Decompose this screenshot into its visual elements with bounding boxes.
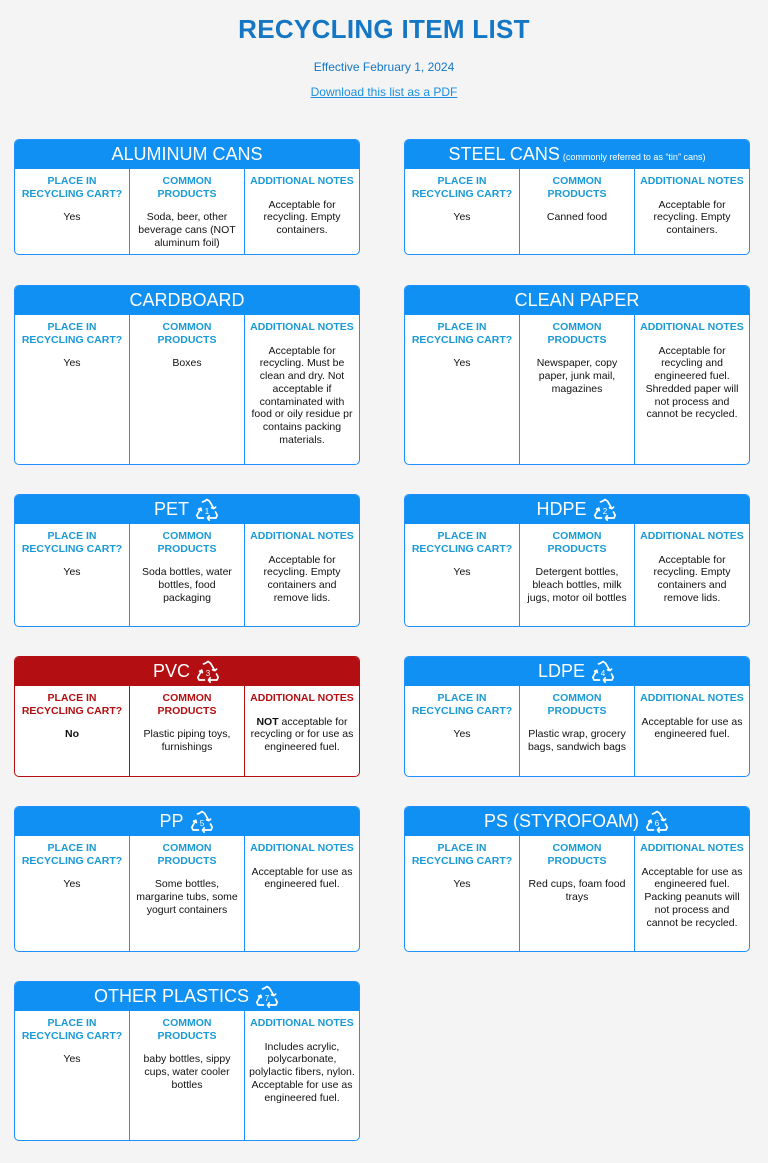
card-title: LDPE: [537, 661, 586, 681]
place-column: [15, 1011, 129, 1140]
products-value: Plastic wrap, grocery bags, sandwich bags: [527, 728, 627, 753]
place-column: [15, 315, 129, 464]
notes-value: Acceptable for recycling and engineered fuel. Shredded paper will not process and cannot be recycled.: [645, 344, 739, 421]
place-value: Yes: [63, 357, 81, 369]
column-header: COMMON PRODUCTS: [547, 692, 607, 717]
products-value: Soda bottles, water bottles, food packaging: [142, 566, 232, 604]
card-columns: [15, 836, 359, 951]
column-header: ADDITIONAL NOTES: [640, 530, 744, 542]
place-value: Yes: [63, 566, 81, 578]
place-column: [15, 524, 129, 626]
column-header: ADDITIONAL NOTES: [250, 175, 354, 187]
notes-value: Acceptable for use as engineered fuel. Packing peanuts will not process and cannot be recycled.: [641, 865, 743, 929]
recycle-resin-icon: [254, 985, 280, 1009]
notes-column: [244, 836, 359, 951]
card-title: PET: [153, 499, 189, 519]
place-value: Yes: [453, 566, 471, 578]
recycling-card: [14, 656, 360, 777]
column-header: PLACE IN RECYCLING CART?: [21, 692, 123, 717]
notes-column: [244, 686, 359, 776]
card-title: PS (STYROFOAM): [483, 811, 639, 831]
products-column: [519, 836, 634, 951]
card-title-bar: [15, 140, 359, 169]
card-subtitle: (commonly referred to as “tin” cans): [562, 152, 706, 162]
products-column: [129, 315, 244, 464]
recycling-card: [14, 981, 360, 1141]
card-title-bar: [15, 495, 359, 524]
column-header: COMMON PRODUCTS: [157, 692, 217, 717]
card-columns: [15, 524, 359, 626]
notes-column: [244, 315, 359, 464]
resin-code: 4: [600, 668, 606, 678]
notes-value: Acceptable for recycling. Empty containers.: [653, 198, 731, 237]
card-columns: [405, 315, 749, 464]
place-value: Yes: [453, 357, 471, 369]
notes-value: NOT acceptable for recycling or for use as engineered fuel.: [250, 715, 354, 754]
column-header: COMMON PRODUCTS: [157, 842, 217, 867]
notes-column: [244, 1011, 359, 1140]
column-header: COMMON PRODUCTS: [157, 175, 217, 200]
products-column: [519, 686, 634, 776]
card-columns: [15, 315, 359, 464]
card-title-bar: [15, 286, 359, 315]
place-value: Yes: [63, 878, 81, 890]
products-value: Boxes: [172, 357, 202, 369]
place-column: [15, 686, 129, 776]
place-column: [405, 836, 519, 951]
place-value: Yes: [63, 211, 81, 223]
place-column: [405, 315, 519, 464]
products-value: Newspaper, copy paper, junk mail, magazines: [536, 357, 618, 395]
column-header: PLACE IN RECYCLING CART?: [21, 175, 123, 200]
card-title-bar: [15, 657, 359, 686]
column-header: ADDITIONAL NOTES: [250, 530, 354, 542]
card-title-bar: [405, 657, 749, 686]
column-header: COMMON PRODUCTS: [547, 175, 607, 200]
recycling-card: [404, 494, 750, 627]
column-header: ADDITIONAL NOTES: [250, 842, 354, 854]
products-value: baby bottles, sippy cups, water cooler bottles: [143, 1053, 231, 1091]
column-header: PLACE IN RECYCLING CART?: [411, 692, 513, 717]
products-value: Soda, beer, other beverage cans (NOT aluminum foil): [138, 211, 236, 249]
notes-column: [244, 169, 359, 254]
notes-value: Acceptable for recycling. Empty containers and remove lids.: [653, 553, 731, 604]
place-column: [405, 524, 519, 626]
products-value: Red cups, foam food trays: [528, 878, 626, 903]
column-header: PLACE IN RECYCLING CART?: [411, 530, 513, 555]
column-header: ADDITIONAL NOTES: [250, 692, 354, 704]
column-header: COMMON PRODUCTS: [547, 842, 607, 867]
place-column: [405, 169, 519, 254]
recycling-card: [14, 139, 360, 255]
recycle-resin-icon: [195, 660, 221, 684]
recycling-card: [404, 656, 750, 777]
column-header: PLACE IN RECYCLING CART?: [411, 321, 513, 346]
column-header: ADDITIONAL NOTES: [640, 842, 744, 854]
column-header: ADDITIONAL NOTES: [640, 692, 744, 704]
place-value: Yes: [453, 211, 471, 223]
resin-code: 2: [602, 506, 607, 516]
resin-code: 5: [199, 818, 204, 828]
card-title: ALUMINUM CANS: [111, 144, 263, 164]
notes-column: [634, 315, 749, 464]
products-value: Detergent bottles, bleach bottles, milk jugs, motor oil bottles: [527, 566, 627, 604]
effective-date: Effective February 1, 2024: [313, 60, 455, 74]
recycling-card: [404, 806, 750, 952]
notes-value: Acceptable for recycling. Must be clean and dry. Not acceptable if contaminated with food or oily residue pr contains packing materials.: [251, 344, 353, 447]
column-header: COMMON PRODUCTS: [157, 321, 217, 346]
products-value: Canned food: [546, 211, 608, 223]
products-column: [129, 169, 244, 254]
column-header: COMMON PRODUCTS: [157, 1017, 217, 1042]
recycling-card: [14, 806, 360, 952]
notes-column: [634, 169, 749, 254]
notes-value: Includes acrylic, polycarbonate, polylactic fibers, nylon. Acceptable for use as engineered fuel.: [249, 1040, 355, 1104]
card-title: OTHER PLASTICS: [93, 986, 250, 1006]
recycling-card: [404, 139, 750, 255]
products-column: [129, 1011, 244, 1140]
notes-emphasis: NOT: [256, 715, 279, 728]
column-header: COMMON PRODUCTS: [157, 530, 217, 555]
place-column: [15, 169, 129, 254]
card-columns: [405, 524, 749, 626]
card-title-bar: [405, 495, 749, 524]
recycling-card: [14, 285, 360, 465]
products-value: Plastic piping toys, furnishings: [143, 728, 231, 753]
notes-value: Acceptable for recycling. Empty containers.: [263, 198, 341, 237]
products-column: [129, 836, 244, 951]
products-column: [519, 169, 634, 254]
resin-code: 3: [205, 668, 211, 678]
notes-column: [634, 836, 749, 951]
recycle-resin-icon: [592, 498, 618, 522]
column-header: PLACE IN RECYCLING CART?: [21, 842, 123, 867]
card-columns: [15, 169, 359, 254]
card-columns: [15, 686, 359, 776]
place-column: [15, 836, 129, 951]
place-value: Yes: [453, 878, 471, 890]
resin-code: 6: [654, 818, 660, 828]
notes-column: [634, 524, 749, 626]
card-columns: [405, 169, 749, 254]
card-title-bar: [405, 140, 749, 169]
notes-column: [244, 524, 359, 626]
products-value: Some bottles, margarine tubs, some yogurt containers: [136, 878, 238, 916]
card-columns: [405, 686, 749, 776]
notes-value: Acceptable for use as engineered fuel.: [251, 865, 353, 891]
column-header: PLACE IN RECYCLING CART?: [21, 1017, 123, 1042]
card-columns: [15, 1011, 359, 1140]
pdf-download-link[interactable]: Download this list as a PDF: [310, 85, 458, 99]
recycle-resin-icon: [194, 498, 220, 522]
column-header: PLACE IN RECYCLING CART?: [21, 321, 123, 346]
card-columns: [405, 836, 749, 951]
card-title: STEEL CANS: [448, 144, 560, 164]
notes-column: [634, 686, 749, 776]
products-column: [129, 524, 244, 626]
recycling-card: [404, 285, 750, 465]
products-column: [519, 315, 634, 464]
card-title-bar: [15, 982, 359, 1011]
pdf-download: [0, 85, 768, 99]
card-title: HDPE: [536, 499, 587, 519]
recycling-card: [14, 494, 360, 627]
column-header: COMMON PRODUCTS: [547, 321, 607, 346]
card-title: PP: [159, 811, 184, 831]
card-title: PVC: [152, 661, 190, 681]
card-title-bar: [15, 807, 359, 836]
resin-code: 7: [264, 993, 270, 1003]
page-title: RECYCLING ITEM LIST: [238, 14, 530, 44]
column-header: ADDITIONAL NOTES: [250, 1017, 354, 1029]
products-column: [129, 686, 244, 776]
column-header: ADDITIONAL NOTES: [640, 321, 744, 333]
card-title-bar: [405, 286, 749, 315]
place-value: No: [65, 728, 79, 740]
card-title: CARDBOARD: [129, 290, 245, 310]
column-header: COMMON PRODUCTS: [547, 530, 607, 555]
place-value: Yes: [453, 728, 471, 740]
card-title: CLEAN PAPER: [514, 290, 640, 310]
products-column: [519, 524, 634, 626]
column-header: PLACE IN RECYCLING CART?: [411, 175, 513, 200]
recycle-resin-icon: [644, 810, 670, 834]
place-column: [405, 686, 519, 776]
notes-value: Acceptable for use as engineered fuel.: [641, 715, 743, 741]
column-header: PLACE IN RECYCLING CART?: [21, 530, 123, 555]
recycle-resin-icon: [590, 660, 616, 684]
card-title-bar: [405, 807, 749, 836]
resin-code: 1: [204, 506, 210, 516]
column-header: ADDITIONAL NOTES: [250, 321, 354, 333]
column-header: PLACE IN RECYCLING CART?: [411, 842, 513, 867]
column-header: ADDITIONAL NOTES: [640, 175, 744, 187]
place-value: Yes: [63, 1053, 81, 1065]
recycle-resin-icon: [189, 810, 215, 834]
notes-value: Acceptable for recycling. Empty containers and remove lids.: [263, 553, 341, 604]
